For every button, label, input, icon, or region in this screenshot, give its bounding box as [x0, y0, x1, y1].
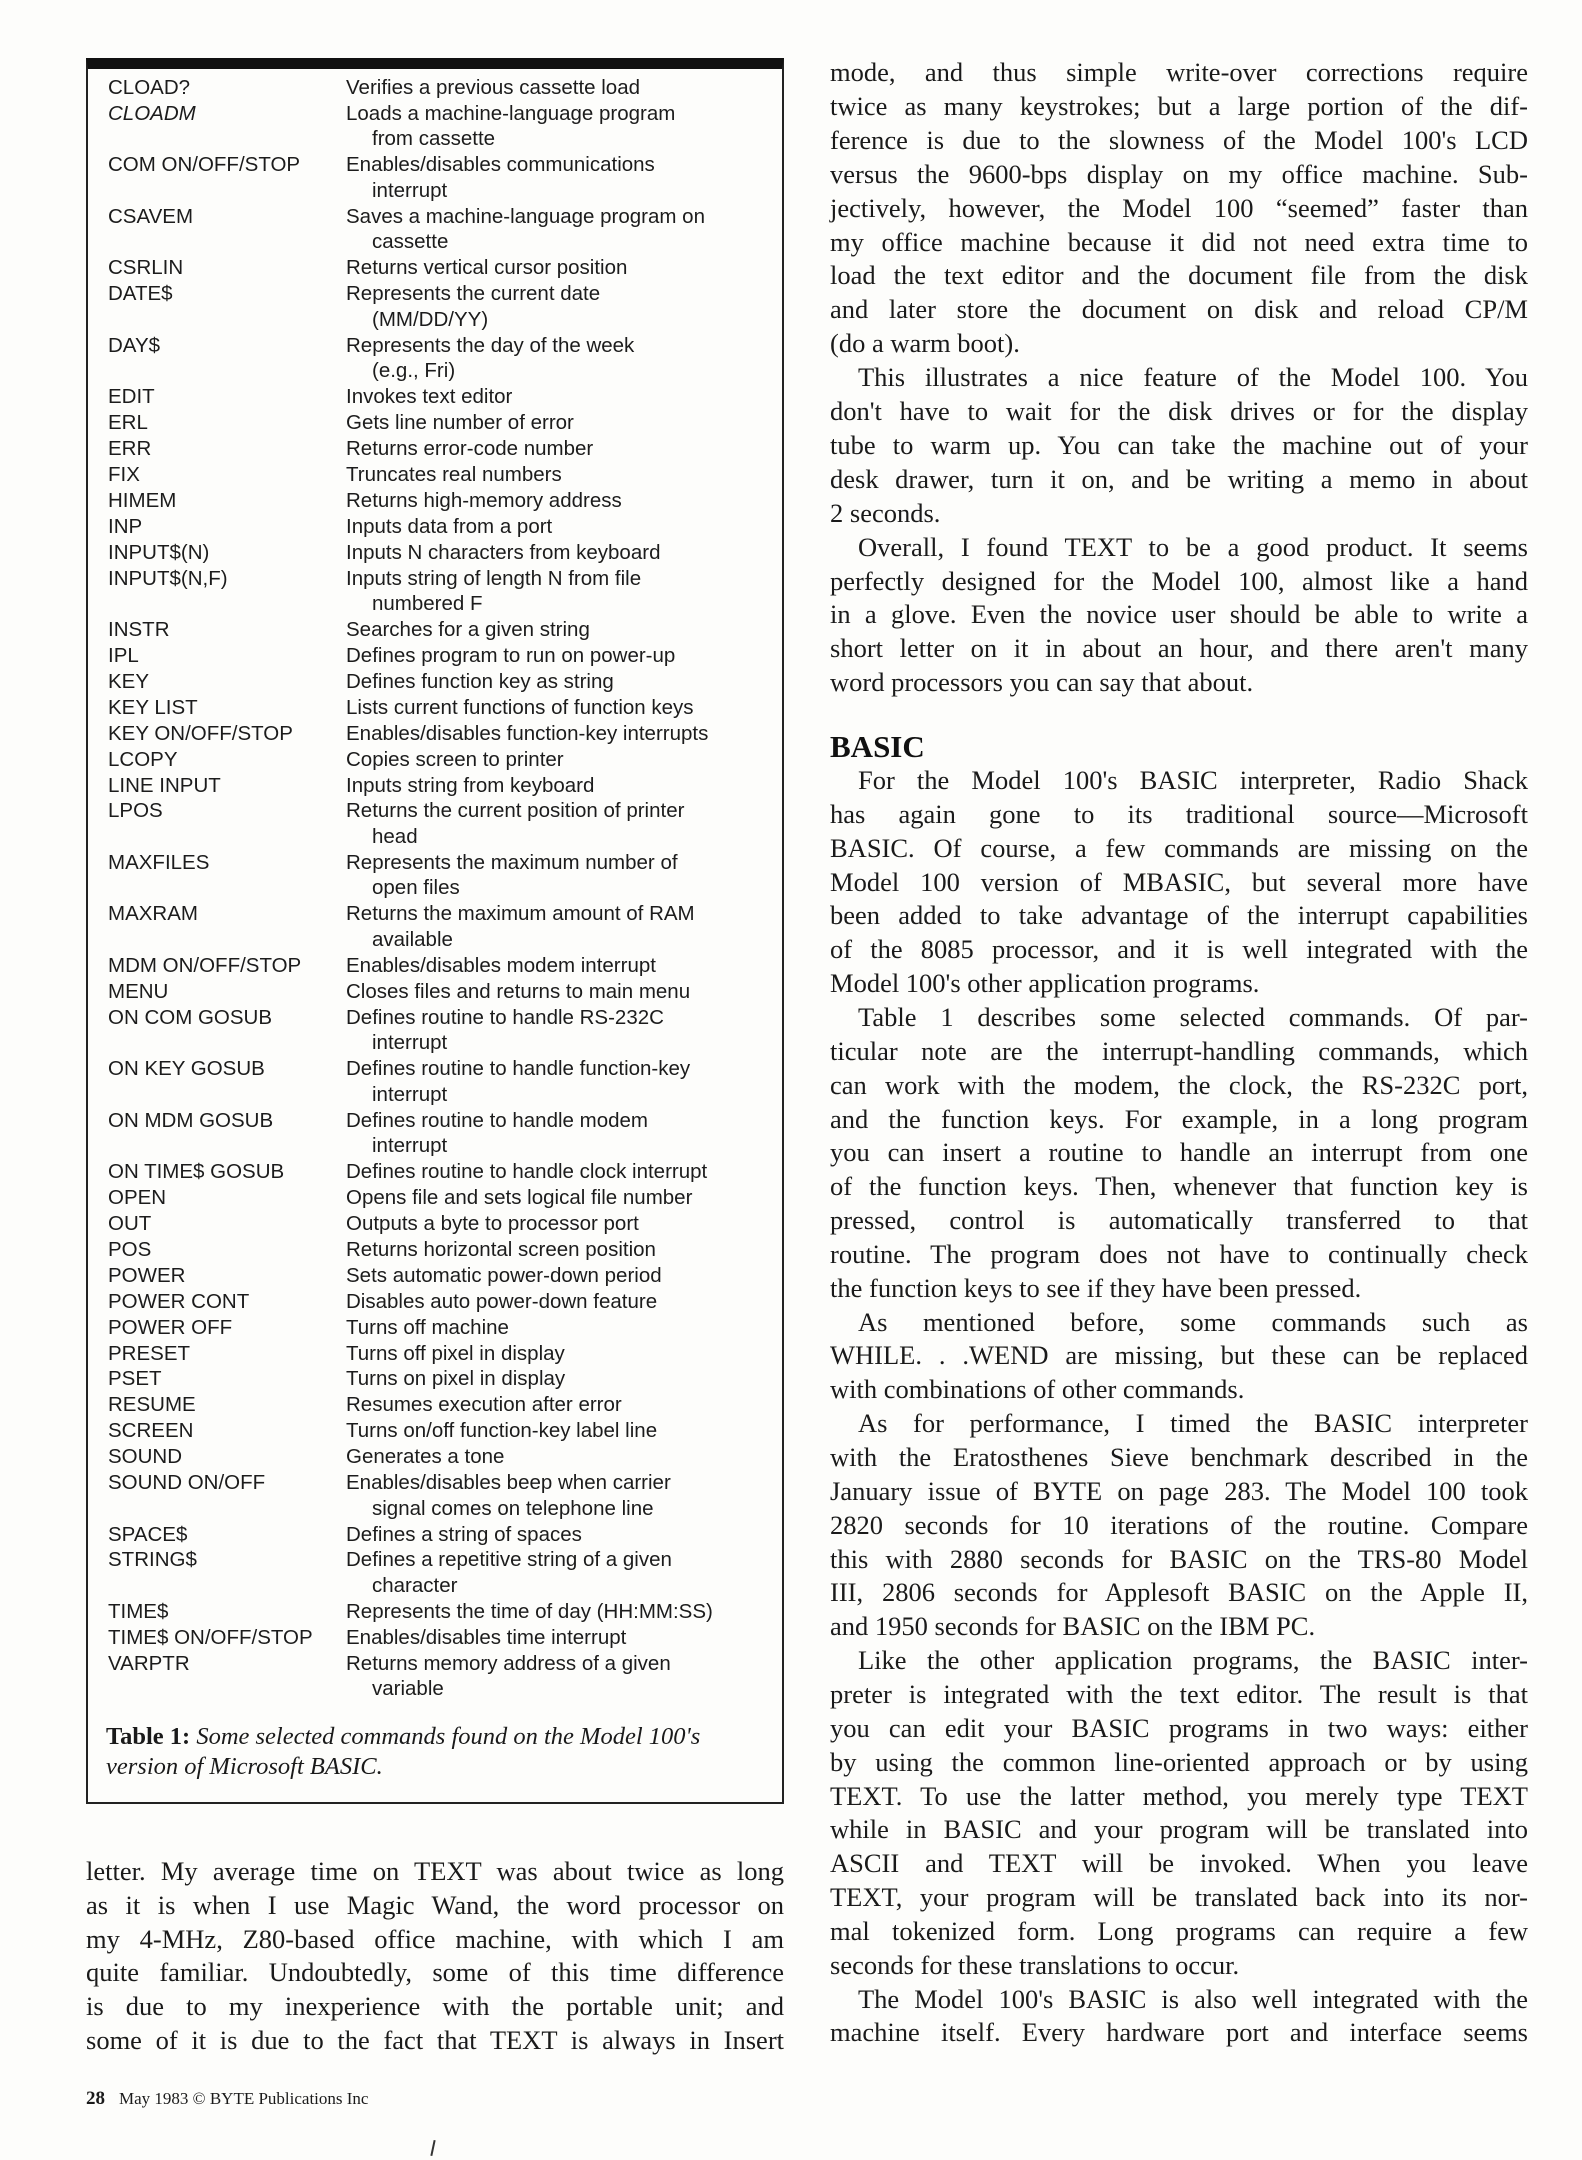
- text-line: don't have to wait for the disk drives or for the display: [830, 396, 1528, 426]
- description-line: Resumes execution after error: [346, 1393, 622, 1417]
- command-description: [346, 1547, 786, 1598]
- text-line: in a glove. Even the novice user should be able to write a: [830, 599, 1528, 630]
- text-line: with combinations of other commands.: [830, 1374, 1245, 1405]
- command-description: [346, 1056, 786, 1107]
- text-line: some of it is due to the fact that TEXT is always in Insert: [86, 2025, 784, 2055]
- text-line: and 1950 seconds for BASIC on the IBM PC.: [830, 1611, 1316, 1642]
- description-line: variable: [372, 1677, 444, 1701]
- description-line: Represents the time of day (HH:MM:SS): [346, 1599, 713, 1623]
- command-description: [346, 721, 786, 747]
- command-name: SOUND: [108, 1445, 183, 1469]
- command-name: SPACE$: [108, 1522, 188, 1546]
- description-line: (MM/DD/YY): [372, 307, 489, 331]
- text-line: mode, and thus simple write-over corrections require: [830, 57, 1528, 87]
- command-description: [346, 566, 786, 617]
- description-line: Defines program to run on power-up: [346, 644, 676, 667]
- text-line: Table 1 describes some selected commands. Of par-: [858, 1001, 1528, 1032]
- text-line: versus the 9600-bps display on my office machine. Sub-: [830, 158, 1528, 189]
- command-description: [346, 152, 786, 203]
- description-line: Gets line number of error: [346, 411, 574, 435]
- command-description: [346, 953, 786, 979]
- text-line: can work with the modem, the clock, the RS-232C port,: [830, 1069, 1528, 1100]
- command-description: [346, 1159, 786, 1185]
- description-line: Outputs a byte to processor port: [346, 1212, 639, 1235]
- text-line: 2 seconds.: [830, 497, 941, 528]
- command-name: COM ON/OFF/STOP: [108, 153, 301, 177]
- description-line: Saves a machine-language program on: [346, 204, 705, 228]
- description-line: Defines routine to handle clock interrupt: [346, 1160, 708, 1184]
- description-line: Turns off machine: [346, 1315, 509, 1339]
- command-name: INSTR: [108, 618, 170, 642]
- command-name: MAXFILES: [108, 850, 210, 874]
- command-name: VARPTR: [108, 1651, 190, 1675]
- section-heading: BASIC: [830, 729, 925, 764]
- description-line: Invokes text editor: [346, 385, 513, 409]
- command-name: ERL: [108, 411, 148, 435]
- description-line: interrupt: [372, 1031, 448, 1055]
- command-description: [346, 901, 786, 952]
- text-line: word processors you can say that about.: [830, 667, 1254, 698]
- command-description: [346, 333, 786, 384]
- text-line: quite familiar. Undoubtedly, some of this time difference: [86, 1957, 784, 1988]
- description-line: Represents the current date: [346, 282, 601, 306]
- description-line: Enables/disables time interrupt: [346, 1625, 627, 1649]
- command-name: CLOAD?: [108, 76, 191, 99]
- description-line: Copies screen to printer: [346, 747, 564, 771]
- command-name: KEY: [108, 669, 150, 693]
- command-name: IPL: [108, 644, 139, 667]
- command-name: ON KEY GOSUB: [108, 1057, 265, 1081]
- command-name: MAXRAM: [108, 902, 198, 926]
- text-line: you can edit your BASIC programs in two ways: either: [830, 1712, 1528, 1743]
- command-name: OUT: [108, 1212, 152, 1235]
- description-line: from cassette: [372, 127, 496, 151]
- description-line: Defines routine to handle function-key: [346, 1057, 691, 1081]
- description-line: Returns error-code number: [346, 437, 594, 461]
- description-line: Verifies a previous cassette load: [346, 76, 640, 99]
- command-description: [346, 850, 786, 901]
- text-line: As for performance, I timed the BASIC interpreter: [858, 1408, 1528, 1439]
- command-description: [346, 1289, 786, 1315]
- command-description: [346, 1651, 786, 1702]
- text-line: TEXT. To use the latter method, you merely type TEXT: [830, 1780, 1528, 1811]
- command-name: POWER OFF: [108, 1315, 233, 1339]
- text-line: For the Model 100's BASIC interpreter, Radio Shack: [858, 765, 1528, 795]
- command-description: [346, 1599, 786, 1625]
- footer-text: May 1983 © BYTE Publications Inc: [119, 2089, 369, 2108]
- description-line: Truncates real numbers: [346, 463, 562, 486]
- description-line: Represents the day of the week: [346, 333, 635, 357]
- description-line: Loads a machine-language program: [346, 101, 676, 125]
- description-line: Enables/disables modem interrupt: [346, 953, 656, 977]
- caption-text-2: version of Microsoft BASIC.: [106, 1753, 383, 1780]
- command-name: POS: [108, 1237, 152, 1261]
- description-line: Closes files and returns to main menu: [346, 979, 691, 1003]
- description-line: interrupt: [372, 1082, 448, 1106]
- text-line: mal tokenized form. Long programs can require a few: [830, 1915, 1528, 1946]
- command-description: [346, 643, 786, 669]
- text-line: is due to my inexperience with the portable unit; and: [86, 1991, 784, 2022]
- text-line: January issue of BYTE on page 283. The Model 100 took: [830, 1475, 1528, 1506]
- text-line: ASCII and TEXT will be invoked. When you leave: [830, 1848, 1528, 1879]
- description-line: Defines routine to handle RS-232C: [346, 1005, 664, 1029]
- page-number: 28: [86, 2088, 105, 2109]
- text-line: 2820 seconds for 10 iterations of the routine. Compare: [830, 1509, 1528, 1540]
- text-line: seconds for these translations to occur.: [830, 1949, 1240, 1980]
- command-description: [346, 979, 786, 1005]
- text-line: desk drawer, turn it on, and be writing a memo in about: [830, 463, 1528, 494]
- command-description: [346, 281, 786, 332]
- command-name: KEY LIST: [108, 695, 198, 719]
- text-line: ticular note are the interrupt-handling commands, which: [830, 1035, 1528, 1066]
- description-line: character: [372, 1573, 458, 1597]
- command-description: [346, 204, 786, 255]
- command-name: TIME$: [108, 1599, 169, 1623]
- text-line: routine. The program does not have to continually check: [830, 1238, 1528, 1269]
- text-line: this with 2880 seconds for BASIC on the TRS-80 Model: [830, 1543, 1528, 1574]
- command-description: [346, 1418, 786, 1444]
- text-line: preter is integrated with the text editor. The result is that: [830, 1678, 1528, 1709]
- command-name: RESUME: [108, 1393, 196, 1417]
- description-line: Inputs N characters from keyboard: [346, 540, 661, 564]
- command-description: [346, 1470, 786, 1521]
- command-name: INPUT$(N): [108, 540, 210, 564]
- description-line: Returns the current position of printer: [346, 799, 685, 823]
- description-line: signal comes on telephone line: [372, 1496, 654, 1520]
- command-description: [346, 1315, 786, 1341]
- text-line: Model 100 version of MBASIC, but several more have: [830, 866, 1528, 897]
- command-name: HIMEM: [108, 488, 177, 512]
- text-line: tube to warm up. You can take the machine out of your: [830, 429, 1528, 460]
- command-description: [346, 514, 786, 540]
- description-line: Returns high-memory address: [346, 488, 622, 512]
- text-line: Like the other application programs, the BASIC inter-: [858, 1645, 1528, 1676]
- command-name: FIX: [108, 463, 140, 486]
- description-line: Disables auto power-down feature: [346, 1289, 658, 1313]
- command-description: [346, 1237, 786, 1263]
- text-line: has again gone to its traditional source—Microsoft: [830, 798, 1528, 829]
- command-name: CLOADM: [108, 101, 196, 125]
- description-line: Enables/disables beep when carrier: [346, 1471, 671, 1494]
- text-line: TEXT, your program will be translated back into its nor-: [830, 1882, 1528, 1913]
- command-description: [346, 1211, 786, 1237]
- description-line: Sets automatic power-down period: [346, 1263, 662, 1287]
- command-description: [346, 101, 786, 152]
- description-line: numbered F: [372, 592, 483, 616]
- command-name: PRESET: [108, 1341, 191, 1365]
- description-line: interrupt: [372, 1134, 448, 1158]
- description-line: Lists current functions of function keys: [346, 695, 694, 719]
- command-name: ON COM GOSUB: [108, 1005, 273, 1029]
- command-description: [346, 798, 786, 849]
- text-line: my 4-MHz, Z80-based office machine, with which I am: [86, 1923, 784, 1954]
- text-line: letter. My average time on TEXT was about twice as long: [86, 1856, 784, 1886]
- command-name: MENU: [108, 979, 169, 1003]
- description-line: Inputs string of length N from file: [346, 566, 642, 590]
- text-line: load the text editor and the document file from the disk: [830, 260, 1528, 291]
- text-line: of the 8085 processor, and it is well integrated with the: [830, 934, 1528, 965]
- description-line: (e.g., Fri): [372, 359, 456, 383]
- command-name: LCOPY: [108, 747, 178, 771]
- description-line: Defines routine to handle modem: [346, 1108, 648, 1132]
- description-line: open files: [372, 876, 460, 900]
- command-name: DAY$: [108, 333, 161, 357]
- description-line: Enables/disables communications: [346, 153, 655, 177]
- description-line: Inputs string from keyboard: [346, 773, 595, 797]
- description-line: Turns on/off function-key label line: [346, 1419, 658, 1443]
- text-line: twice as many keystrokes; but a large portion of the dif-: [830, 90, 1528, 121]
- text-line: of the function keys. Then, whenever that function key is: [830, 1171, 1528, 1202]
- text-line: my office machine because it did not need extra time to: [830, 226, 1528, 257]
- description-line: available: [372, 927, 453, 951]
- command-name: OPEN: [108, 1186, 167, 1210]
- command-description: [346, 747, 786, 773]
- description-line: Inputs data from a port: [346, 514, 553, 538]
- text-line: while in BASIC and your program will be translated into: [830, 1814, 1528, 1845]
- description-line: Enables/disables function-key interrupts: [346, 721, 709, 745]
- command-name: ON TIME$ GOSUB: [108, 1160, 285, 1184]
- command-description: [346, 1392, 786, 1418]
- command-name: KEY ON/OFF/STOP: [108, 721, 293, 745]
- caption-label: Table 1:: [106, 1723, 191, 1750]
- text-line: (do a warm boot).: [830, 328, 1020, 359]
- description-line: Returns memory address of a given: [346, 1651, 671, 1675]
- command-name: SOUND ON/OFF: [108, 1471, 266, 1494]
- command-name: EDIT: [108, 385, 155, 409]
- command-description: [346, 75, 786, 101]
- command-name: POWER: [108, 1263, 186, 1287]
- command-description: [346, 1005, 786, 1056]
- command-name: TIME$ ON/OFF/STOP: [108, 1625, 313, 1649]
- text-line: BASIC. Of course, a few commands are missing on the: [830, 832, 1528, 863]
- description-line: Generates a tone: [346, 1445, 505, 1469]
- command-description: [346, 1444, 786, 1470]
- text-line: perfectly designed for the Model 100, almost like a hand: [830, 565, 1528, 596]
- text-line: by using the common line-oriented approach or by using: [830, 1746, 1528, 1777]
- command-description: [346, 1625, 786, 1651]
- command-description: [346, 1108, 786, 1159]
- text-line: III, 2806 seconds for Applesoft BASIC on the Apple II,: [830, 1577, 1528, 1608]
- text-line: pressed, control is automatically transferred to that: [830, 1205, 1528, 1236]
- command-name: STRING$: [108, 1548, 197, 1572]
- text-line: and the function keys. For example, in a long program: [830, 1103, 1528, 1134]
- page-footer: [86, 2089, 368, 2109]
- description-line: Represents the maximum number of: [346, 850, 678, 874]
- command-description: [346, 410, 786, 436]
- print-speck: [430, 2140, 435, 2156]
- description-line: interrupt: [372, 178, 448, 202]
- text-line: Model 100's other application programs.: [830, 968, 1260, 999]
- command-description: [346, 462, 786, 488]
- command-name: CSRLIN: [108, 256, 184, 280]
- description-line: Defines function key as string: [346, 669, 614, 693]
- text-line: The Model 100's BASIC is also well integrated with the: [858, 1983, 1528, 2014]
- command-description: [346, 1185, 786, 1211]
- description-line: Defines a repetitive string of a given: [346, 1548, 672, 1572]
- description-line: Defines a string of spaces: [346, 1522, 582, 1546]
- command-name: SCREEN: [108, 1419, 194, 1443]
- command-description: [346, 436, 786, 462]
- text-line: you can insert a routine to handle an interrupt from one: [830, 1137, 1528, 1168]
- command-name: LPOS: [108, 799, 163, 823]
- command-description: [346, 617, 786, 643]
- text-line: ference is due to the slowness of the Model 100's LCD: [830, 124, 1528, 155]
- text-line: This illustrates a nice feature of the Model 100. You: [858, 362, 1528, 393]
- command-name: INPUT$(N,F): [108, 566, 228, 590]
- command-name: DATE$: [108, 282, 173, 306]
- command-description: [346, 384, 786, 410]
- description-line: Returns vertical cursor position: [346, 256, 628, 280]
- text-line: with the Eratosthenes Sieve benchmark described in the: [830, 1442, 1528, 1472]
- command-name: ON MDM GOSUB: [108, 1108, 274, 1132]
- command-description: [346, 1263, 786, 1289]
- description-line: Turns off pixel in display: [346, 1341, 565, 1365]
- text-line: machine itself. Every hardware port and interface seems: [830, 2017, 1528, 2048]
- text-line: the function keys to see if they have been pressed.: [830, 1272, 1362, 1303]
- text-line: jectively, however, the Model 100 “seemed” faster than: [830, 192, 1528, 223]
- commands-table: [86, 58, 784, 1804]
- command-description: [346, 255, 786, 281]
- command-name: ERR: [108, 437, 152, 461]
- command-name: PSET: [108, 1367, 162, 1391]
- command-description: [346, 540, 786, 566]
- description-line: cassette: [372, 230, 449, 254]
- text-line: As mentioned before, some commands such as: [858, 1306, 1528, 1337]
- command-description: [346, 669, 786, 695]
- description-line: Turns on pixel in display: [346, 1367, 566, 1391]
- command-description: [346, 773, 786, 799]
- command-description: [346, 1522, 786, 1548]
- text-line: as it is when I use Magic Wand, the word processor on: [86, 1889, 784, 1920]
- command-description: [346, 695, 786, 721]
- command-name: LINE INPUT: [108, 773, 221, 797]
- text-line: short letter on it in about an hour, and there aren't many: [830, 633, 1528, 664]
- description-line: Opens file and sets logical file number: [346, 1186, 693, 1210]
- text-line: Overall, I found TEXT to be a good product. It seems: [858, 531, 1528, 562]
- caption-text-1: Some selected commands found on the Model 100's: [196, 1723, 701, 1750]
- command-name: CSAVEM: [108, 204, 194, 228]
- text-line: and later store the document on disk and reload CP/M: [830, 294, 1528, 325]
- description-line: Returns horizontal screen position: [346, 1237, 656, 1261]
- command-description: [346, 1341, 786, 1367]
- table-caption: [106, 1722, 776, 1782]
- command-name: INP: [108, 514, 143, 538]
- command-description: [346, 1366, 786, 1392]
- command-description: [346, 488, 786, 514]
- text-line: WHILE. . .WEND are missing, but these can be replaced: [830, 1340, 1528, 1371]
- command-name: MDM ON/OFF/STOP: [108, 953, 302, 977]
- description-line: Returns the maximum amount of RAM: [346, 902, 695, 926]
- text-line: been added to take advantage of the interrupt capabilities: [830, 900, 1528, 931]
- description-line: head: [372, 824, 418, 848]
- command-name: POWER CONT: [108, 1289, 250, 1313]
- description-line: Searches for a given string: [346, 618, 590, 642]
